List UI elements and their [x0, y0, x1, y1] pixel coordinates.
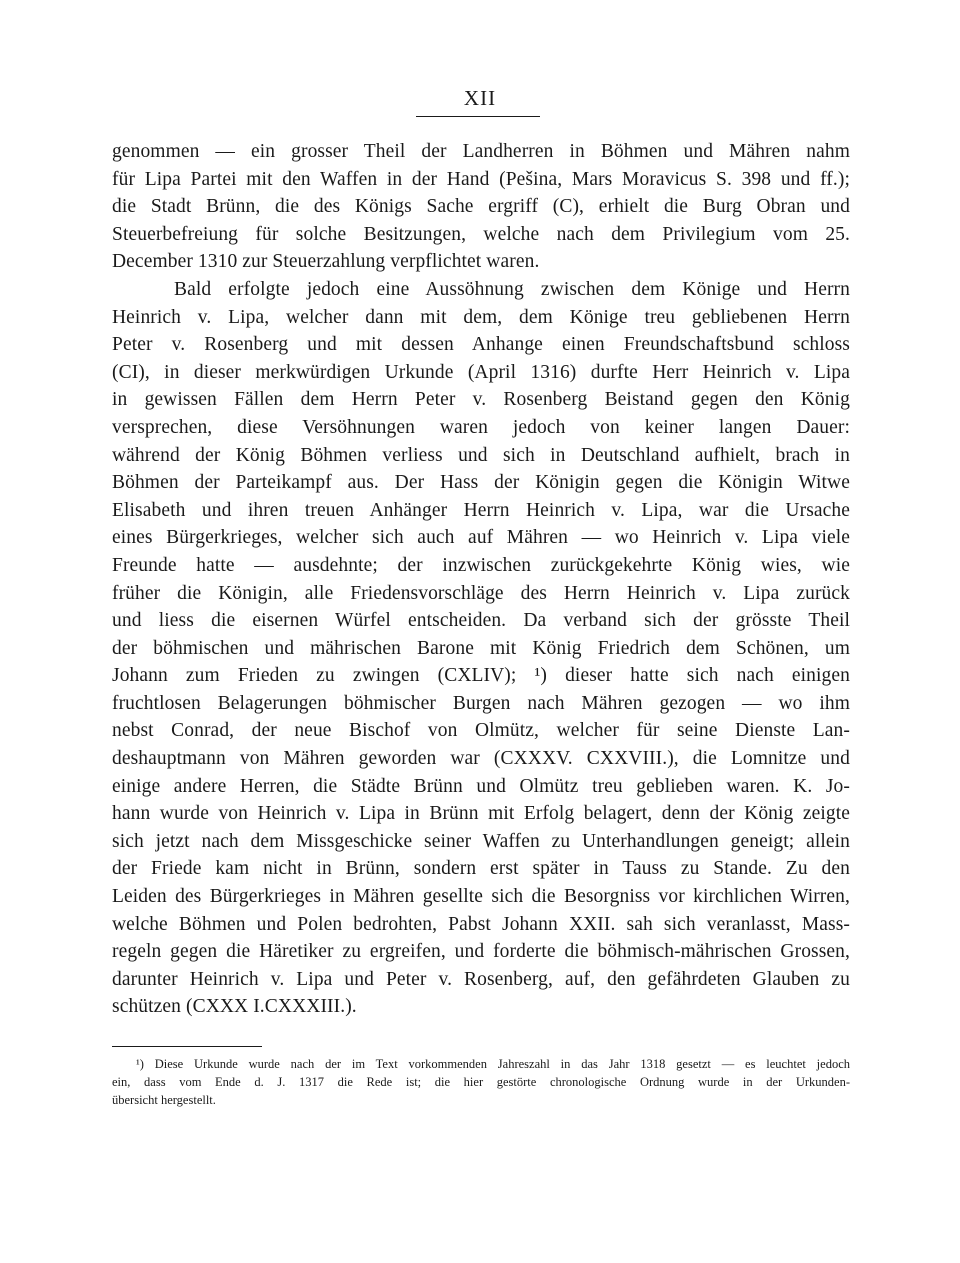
text-line: einige andere Herren, die Städte Brünn und Olmütz treu geblieben waren. K. Jo- [112, 775, 850, 797]
text-line: Peter v. Rosenberg und mit dessen Anhange einen Freundschaftsbund schloss [112, 334, 850, 356]
header-rule [416, 116, 540, 117]
text-line: genommen — ein grosser Theil der Landherren in Böhmen und Mähren nahm [112, 141, 850, 162]
text-line: eines Bürgerkrieges, welcher sich auch auf Mähren — wo Heinrich v. Lipa viele [112, 527, 850, 549]
footnote [112, 1055, 850, 1109]
text-line: der Friede kam nicht in Brünn, sondern erst später in Tauss zu Stande. Zu den [112, 858, 850, 880]
text-line: Heinrich v. Lipa, welcher dann mit dem, dem Könige treu gebliebenen Herrn [112, 306, 850, 328]
text-line: welche Böhmen und Polen bedrohten, Pabst Johann XXII. sah sich veranlasst, Mass- [112, 913, 850, 935]
text-line: in gewissen Fällen dem Herrn Peter v. Rosenberg Beistand gegen den König [112, 389, 850, 411]
text-line: die Stadt Brünn, die des Königs Sache ergriff (C), erhielt die Burg Obran und [112, 196, 850, 218]
footnote-line: ¹) Diese Urkunde wurde nach der im Text vorkommenden Jahreszahl in das Jahr 1318 gesetzt — es leuchtet jedoch [136, 1057, 850, 1071]
text-line: Freunde hatte — ausdehnte; der inzwischen zurückgekehrte König wies, wie [112, 554, 850, 576]
text-line: versprechen, diese Versöhnungen waren jedoch von keiner langen Dauer: [112, 416, 850, 438]
text-line: regeln gegen die Häretiker zu ergreifen, und forderte die böhmisch-mährischen Grossen, [112, 941, 850, 963]
footnote-line: ein, dass vom Ende d. J. 1317 die Rede ist; die hier gestörte chronologische Ordnung wurde in der Urkunden- [112, 1075, 850, 1089]
footnote-line: übersicht hergestellt. [112, 1093, 216, 1107]
text-line: und liess die eisernen Würfel entscheiden. Da verband sich der grösste Theil [112, 610, 850, 632]
text-line: Steuerbefreiung für solche Besitzungen, welche nach dem Privilegium vom 25. [112, 223, 850, 245]
text-line: sich jetzt nach dem Missgeschicke seiner Waffen zu Unterhandlungen geneigt; allein [112, 830, 850, 852]
text-line: deshauptmann von Mähren geworden war (CXXXV. CXXVIII.), die Lomnitze und [112, 748, 850, 770]
text-line: Elisabeth und ihren treuen Anhänger Herrn Heinrich v. Lipa, war die Ursache [112, 499, 850, 521]
text-line: December 1310 zur Steuerzahlung verpflichtet waren. [112, 251, 540, 273]
text-line: Böhmen der Parteikampf aus. Der Hass der Königin gegen die Königin Witwe [112, 472, 850, 494]
text-line: hann wurde von Heinrich v. Lipa in Brünn mit Erfolg belagert, denn der König zeigte [112, 803, 850, 825]
text-line: für Lipa Partei mit den Waffen in der Hand (Pešina, Mars Moravicus S. 398 und ff.); [112, 168, 850, 190]
text-line: Johann zum Frieden zu zwingen (CXLIV); ¹) dieser hatte sich nach einigen [112, 665, 850, 687]
text-line: früher die Königin, alle Friedensvorschläge des Herrn Heinrich v. Lipa zurück [112, 582, 850, 604]
text-line: darunter Heinrich v. Lipa und Peter v. Rosenberg, auf, den gefährdeten Glauben zu [112, 968, 850, 990]
text-line: (CI), in dieser merkwürdigen Urkunde (April 1316) durfte Herr Heinrich v. Lipa [112, 361, 850, 383]
footnote-rule [112, 1046, 262, 1047]
page-number: XII [463, 86, 497, 110]
text-line: fruchtlosen Belagerungen böhmischer Burgen nach Mähren gezogen — wo ihm [112, 692, 850, 714]
text-line: Bald erfolgte jedoch eine Aussöhnung zwischen dem Könige und Herrn [174, 278, 850, 300]
text-line: der böhmischen und mährischen Barone mit König Friedrich dem Schönen, um [112, 637, 850, 659]
text-line: während der König Böhmen verliess und sich in Deutschland aufhielt, brach in [112, 444, 850, 466]
text-line: nebst Conrad, der neue Bischof von Olmütz, welcher für seine Dienste Lan- [112, 720, 850, 742]
text-line: Leiden des Bürgerkrieges in Mähren gesellte sich die Besorgniss vor kirchlichen Wirren, [112, 886, 850, 908]
body-text [112, 138, 850, 1021]
text-line: schützen (CXXX I.CXXXIII.). [112, 996, 357, 1018]
